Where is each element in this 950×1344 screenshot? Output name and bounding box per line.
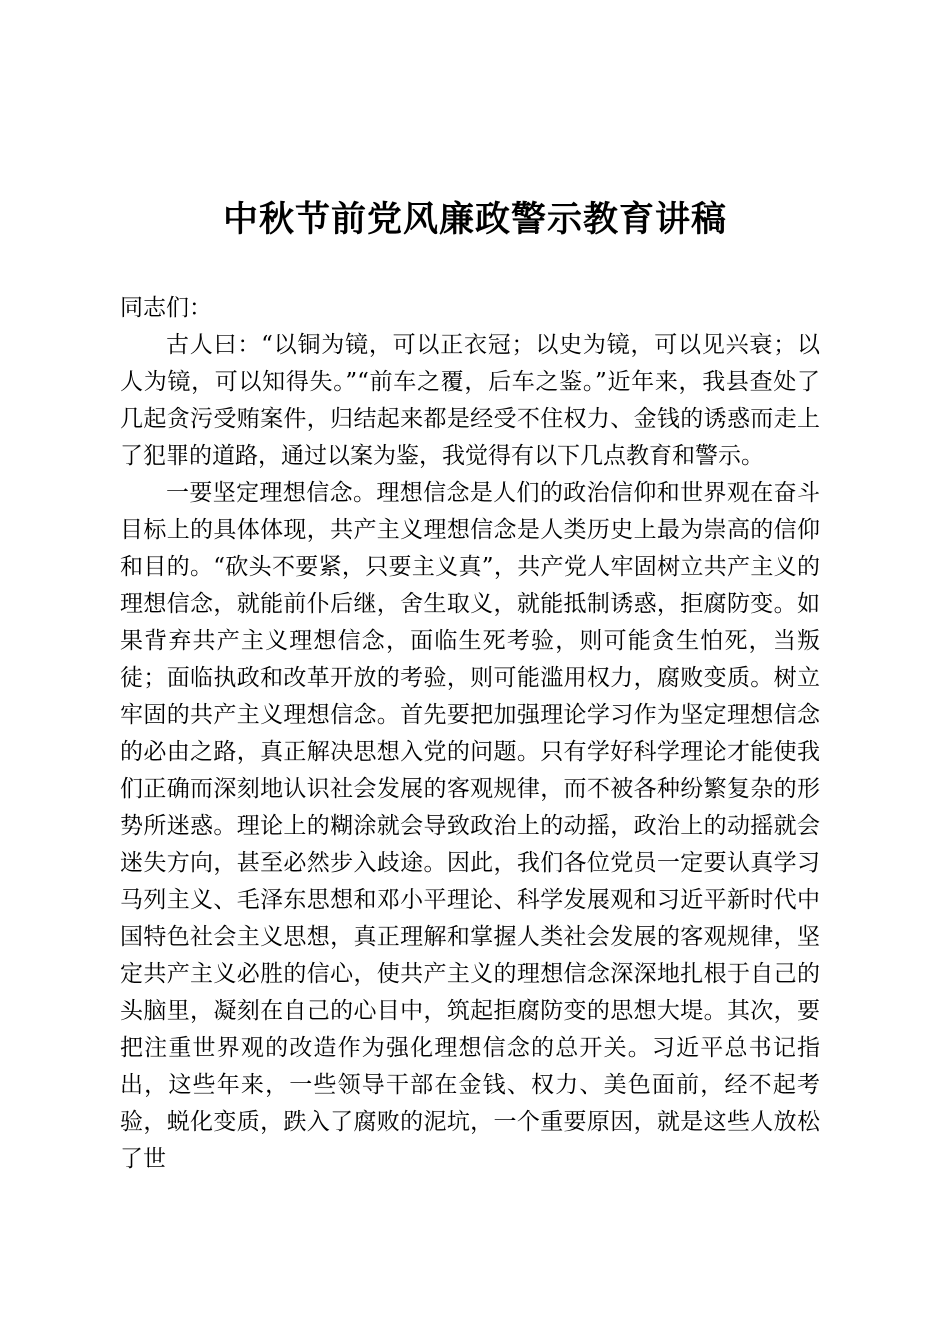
salutation: 同志们： [120, 295, 212, 321]
paragraph-ideals: 一要坚定理想信念。理想信念是人们的政治信仰和世界观在奋斗目标上的具体体现，共产主义理想信念是人类历史上最为崇高的信仰和目的。“砍头不要紧，只要主义真”，共产党人牢固树立共产主义的理想信念，就能前仆后继，舍生取义，就能抵制诱惑，拒腐防变。如果背弃共产主义理想信念，面临生死考验，则可能贪生怕死，当叛徒；面临执政和改革开放的考验，则可能滥用权力，腐败变质。树立牢固的共产主义理想信念。首先要把加强理论学习作为坚定理想信念的必由之路，真正解决思想入党的问题。只有学好科学理论才能使我们正确而深刻地认识社会发展的客观规律，而不被各种纷繁复杂的形势所迷惑。理论上的糊涂就会导致政治上的动摇，政治上的动摇就会迷失方向，甚至必然步入歧途。因此，我们各位党员一定要认真学习马列主义、毛泽东思想和邓小平理论、科学发展观和习近平新时代中国特色社会主义思想，真正理解和掌握人类社会发展的客观规律，坚定共产主义必胜的信心，使共产主义的理想信念深深地扎根于自己的头脑里，凝刻在自己的心目中，筑起拒腐防变的思想大堤。其次，要把注重世界观的改造作为强化理想信念的总开关。习近平总书记指出，这些年来，一些领导干部在金钱、权力、美色面前，经不起考验，蜕化变质，跌入了腐败的泥坑，一个重要原因，就是这些人放松了世 [120, 480, 820, 1172]
paragraph-intro: 古人曰：“以铜为镜，可以正衣冠；以史为镜，可以见兴衰；以人为镜，可以知得失。”“前车之覆，后车之鉴。”近年来，我县查处了几起贪污受贿案件，归结起来都是经受不住权力、金钱的诱惑而走上了犯罪的道路，通过以案为鉴，我觉得有以下几点教育和警示。 [120, 332, 820, 469]
document-title: 中秋节前党风廉政警示教育讲稿 [222, 199, 727, 240]
document-body [120, 290, 820, 1178]
